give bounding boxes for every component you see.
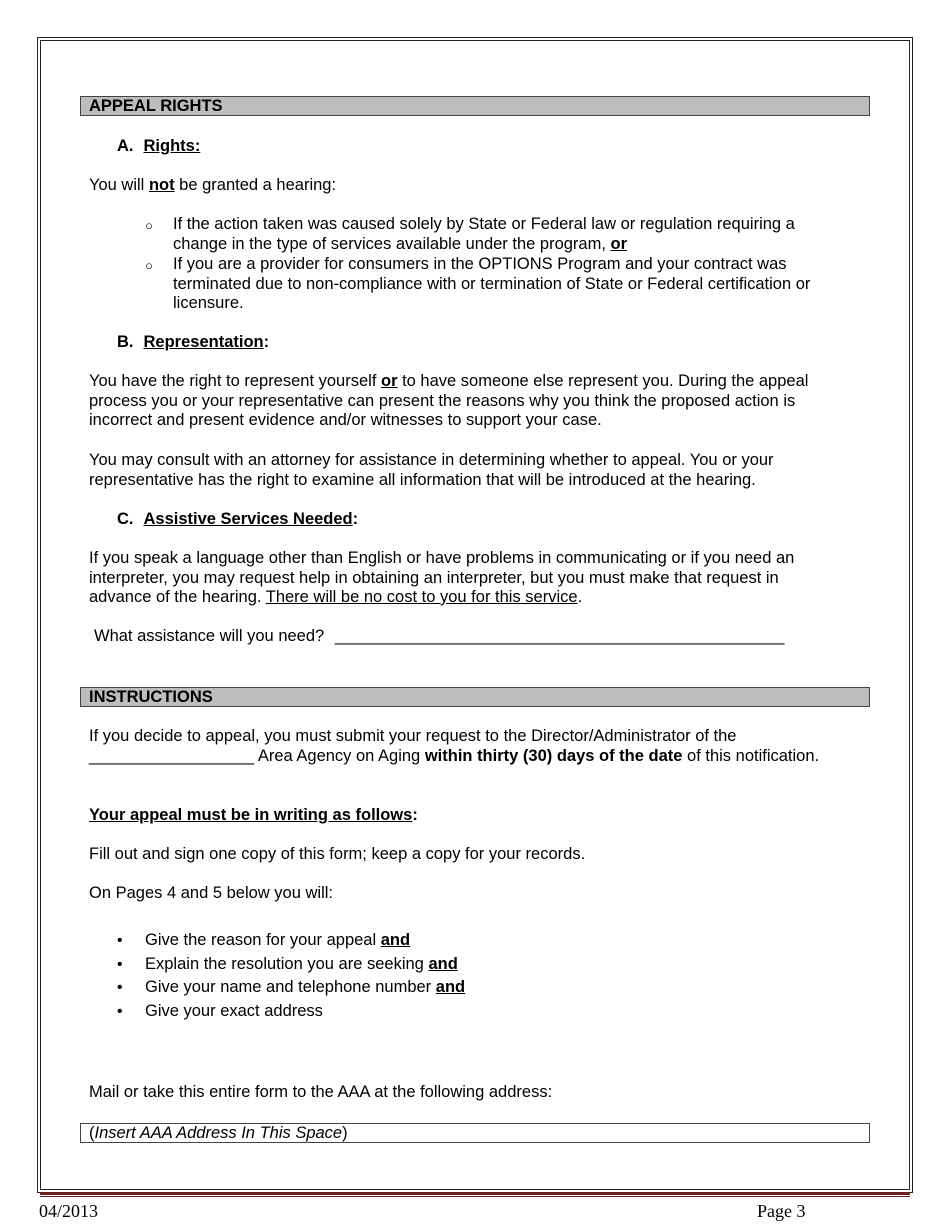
footer-page-number: Page 3 (757, 1201, 806, 1221)
and-emphasis: and (380, 931, 411, 949)
bullet-dot-icon: • (117, 956, 123, 973)
footer-date: 04/2013 (39, 1201, 99, 1221)
rep-p1-line-3: incorrect and present evidence and/or witnesses to support your case. (89, 411, 602, 429)
pages-intro: On Pages 4 and 5 below you will: (89, 884, 333, 902)
agency-text-end: of this notification. (682, 746, 820, 765)
section-c-letter: C. (117, 510, 134, 528)
bullet-1-line-1: If the action taken was caused solely by State or Federal law or regulation requiring a (173, 215, 795, 233)
assistance-question-row (94, 627, 784, 647)
not-granted-intro (89, 176, 336, 196)
list-item (145, 1002, 323, 1022)
section-b-heading: B. Representation: (117, 333, 270, 351)
assistance-needed-field[interactable]: _________________________________________________ (334, 627, 785, 645)
list-item (145, 978, 465, 998)
list-item-text: Give your exact address (145, 1002, 323, 1020)
and-emphasis: and (435, 978, 466, 996)
rep-p1-line-2: process you or your representative can present the reasons why you think the proposed action is (89, 391, 796, 410)
appeal-rights-header: APPEAL RIGHTS (80, 96, 870, 116)
section-b-title: Representation (143, 333, 264, 351)
bullet-dot-icon: • (117, 1003, 123, 1020)
rep-p2-line-2: representative has the right to examine all information that will be introduced at the hearing. (89, 470, 756, 489)
rep-text-end: to have someone else represent you. During the appeal (397, 372, 809, 390)
or-emphasis: or (610, 234, 628, 253)
bullet-2-line-2: terminated due to non-compliance with or termination of State or Federal certification or (173, 274, 811, 293)
address-placeholder: Insert AAA Address In This Space (94, 1124, 343, 1142)
and-emphasis: and (428, 955, 458, 973)
section-a-heading (117, 137, 200, 157)
list-item (145, 931, 410, 951)
representation-paragraph-1 (89, 372, 808, 431)
instructions-line-1: If you decide to appeal, you must submit your request to the Director/Administrator of the (89, 727, 737, 745)
assistive-paragraph (89, 549, 794, 608)
list-item (145, 955, 458, 975)
rights-bullet-2 (173, 255, 810, 314)
or-emphasis: or (381, 372, 398, 390)
bullet-2-line-3: licensure. (173, 294, 244, 312)
fill-out-instruction: Fill out and sign one copy of this form; keep a copy for your records. (89, 845, 586, 863)
assist-line-3 (89, 588, 794, 608)
circle-bullet-icon: ○ (145, 258, 153, 273)
assist-line-2: interpreter, you may request help in obtaining an interpreter, but you must make that request in (89, 568, 779, 587)
rep-p1-line-1 (89, 372, 808, 392)
section-a-letter: A. (117, 137, 134, 155)
footer-rule (40, 1192, 910, 1195)
list-item-text: Explain the resolution you are seeking (145, 955, 429, 973)
instructions-line-2 (89, 747, 819, 767)
section-b-letter: B. (117, 333, 134, 351)
list-item-text: Give the reason for your appeal (145, 931, 381, 949)
assist-line-1: If you speak a language other than English or have problems in communicating or if you need an (89, 549, 795, 567)
list-item-text: Give your name and telephone number (145, 978, 436, 996)
agency-text: Area Agency on Aging (254, 746, 425, 765)
bullet-2-line-1: If you are a provider for consumers in the OPTIONS Program and your contract was (173, 255, 787, 273)
footer-rule-thin (40, 1196, 910, 1197)
intro-text-end: be granted a hearing: (174, 176, 337, 194)
bullet-dot-icon: • (117, 979, 123, 996)
aaa-address-field[interactable]: (Insert AAA Address In This Space) (80, 1123, 870, 1143)
no-cost-note: There will be no cost to you for this service (265, 588, 578, 606)
assist-period: . (577, 588, 583, 606)
writing-heading-text: Your appeal must be in writing as follows (89, 806, 413, 824)
writing-heading: Your appeal must be in writing as follows: (89, 806, 418, 824)
instructions-header: INSTRUCTIONS (80, 687, 870, 707)
area-agency-name-field[interactable]: __________________ (89, 746, 255, 765)
mail-instruction: Mail or take this entire form to the AAA at the following address: (89, 1083, 553, 1101)
rep-p2-line-1: You may consult with an attorney for assistance in determining whether to appeal. You or your (89, 451, 774, 469)
assistance-question-label: What assistance will you need? (94, 627, 325, 645)
rep-text: You have the right to represent yourself (89, 372, 381, 390)
circle-bullet-icon: ○ (145, 218, 153, 233)
instructions-paragraph (89, 727, 819, 766)
section-c-title: Assistive Services Needed (143, 510, 353, 528)
assist-text: advance of the hearing. (89, 588, 266, 606)
intro-text: You will (89, 176, 149, 194)
representation-paragraph-2 (89, 451, 774, 490)
bullet-dot-icon: • (117, 932, 123, 949)
not-emphasis: not (148, 176, 175, 194)
deadline-emphasis: within thirty (30) days of the date (424, 746, 683, 765)
rights-bullet-1 (173, 215, 795, 254)
section-c-heading: C. Assistive Services Needed: (117, 510, 359, 528)
bullet-1-line-2 (173, 235, 795, 255)
section-a-title: Rights: (143, 137, 201, 155)
bullet-1-text: change in the type of services available under the program, (173, 234, 611, 253)
